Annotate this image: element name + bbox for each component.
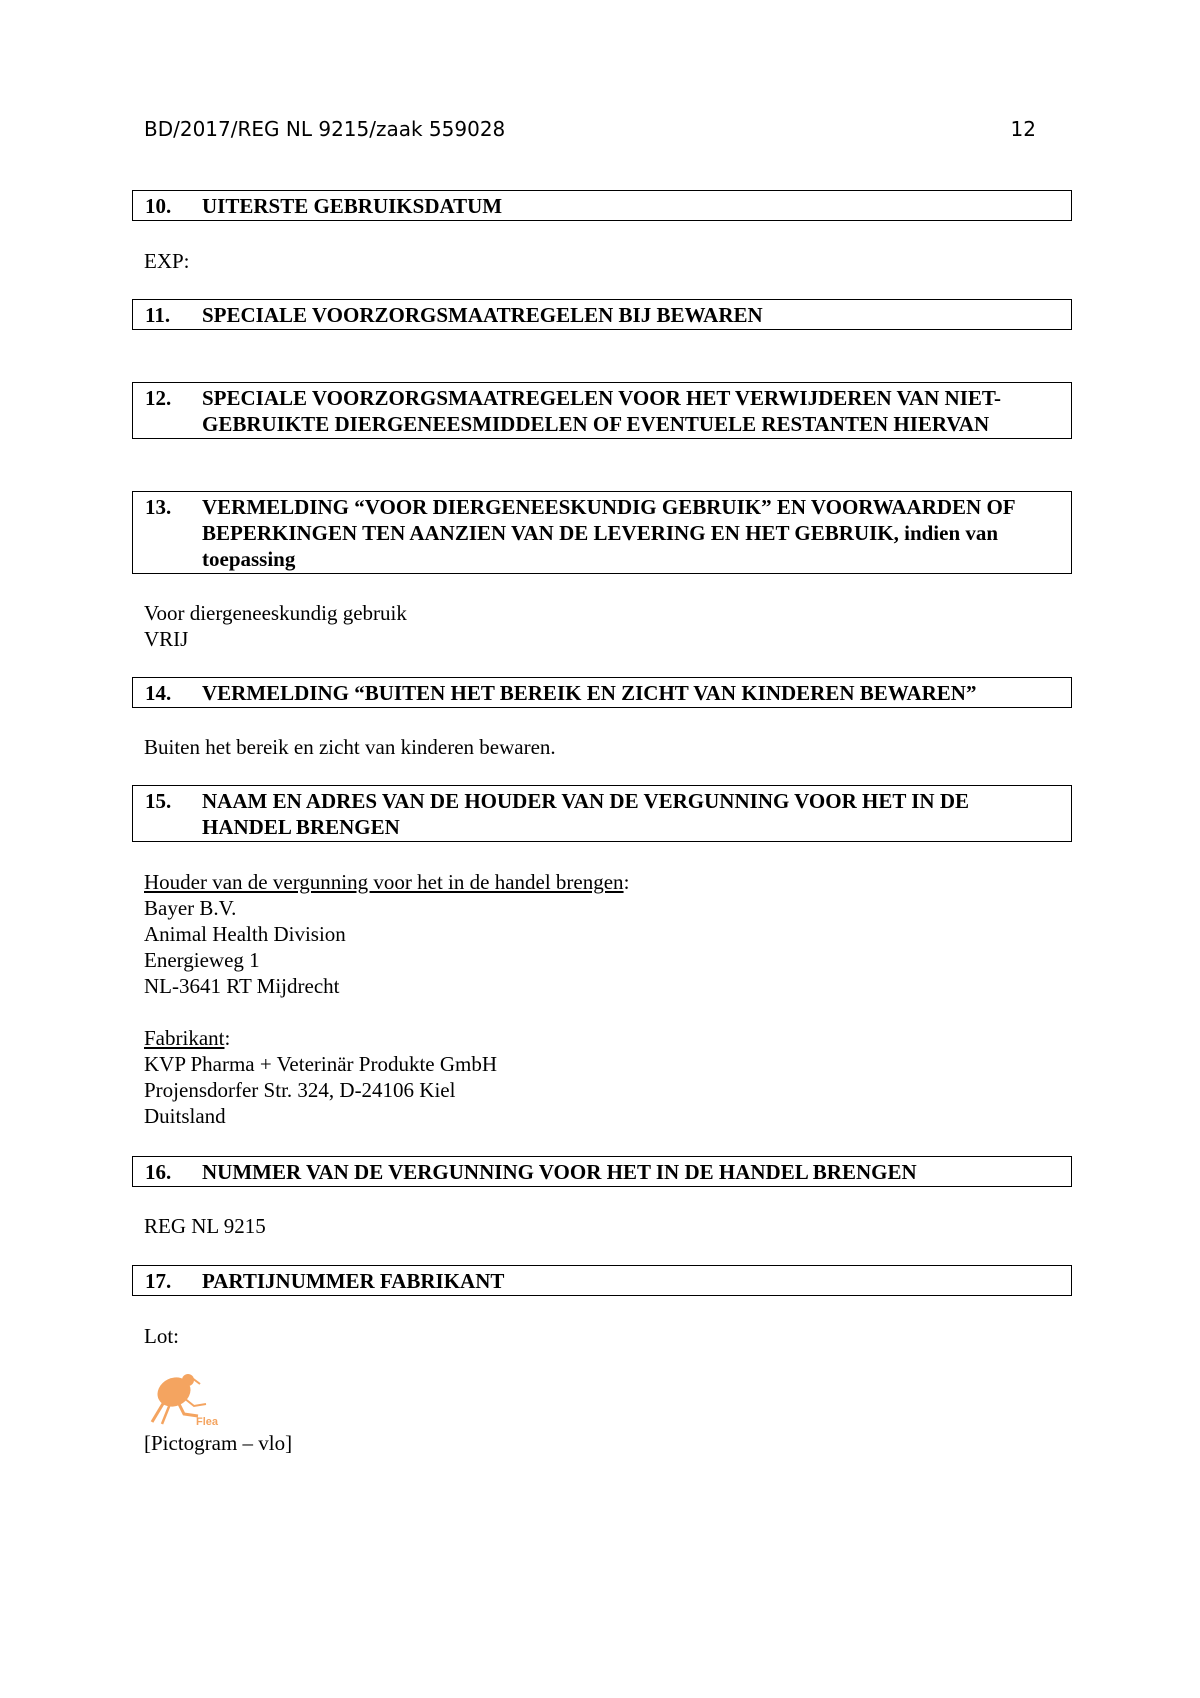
section-title: PARTIJNUMMER FABRIKANT	[202, 1269, 505, 1293]
section-title: UITERSTE GEBRUIKSDATUM	[202, 194, 503, 218]
section-title: VERMELDING “VOOR DIERGENEESKUNDIG GEBRUIK” EN VOORWAARDEN OF BEPERKINGEN TEN AANZIEN VAN DE LEVERING EN HET GEBRUIK, indien van toepassing	[202, 495, 1015, 571]
manufacturer-line: Duitsland	[144, 1104, 226, 1128]
section-title: SPECIALE VOORZORGSMAATREGELEN VOOR HET VERWIJDEREN VAN NIET-GEBRUIKTE DIERGENEESMIDDELEN OF EVENTUELE RESTANTEN HIERVAN	[202, 386, 1001, 436]
section-10-heading	[132, 190, 1072, 221]
use-line: Voor diergeneeskundig gebruik	[144, 601, 407, 625]
section-15-heading	[132, 785, 1072, 842]
holder-label: Houder van de vergunning voor het in de handel brengen	[144, 870, 624, 894]
holder-line: Energieweg 1	[144, 948, 260, 972]
use-text	[144, 600, 407, 652]
section-number: 15.	[145, 789, 172, 813]
section-number: 10.	[145, 194, 172, 218]
section-number: 14.	[145, 681, 172, 705]
page-number: 12	[1010, 117, 1036, 141]
reg-number-text: REG NL 9215	[144, 1214, 266, 1238]
section-number: 11.	[145, 303, 171, 327]
exp-text: EXP:	[144, 249, 190, 273]
lot-text: Lot:	[144, 1324, 179, 1348]
section-14-heading	[132, 677, 1072, 708]
holder-line: Animal Health Division	[144, 922, 346, 946]
section-title: SPECIALE VOORZORGSMAATREGELEN BIJ BEWAREN	[202, 303, 763, 327]
section-number: 12.	[145, 386, 172, 410]
section-number: 13.	[145, 495, 172, 519]
document-reference: BD/2017/REG NL 9215/zaak 559028	[144, 117, 506, 141]
section-12-heading	[132, 382, 1072, 439]
manufacturer-line: Projensdorfer Str. 324, D-24106 Kiel	[144, 1078, 456, 1102]
holder-line: Bayer B.V.	[144, 896, 237, 920]
section-number: 17.	[145, 1269, 172, 1293]
manufacturer-line: KVP Pharma + Veterinär Produkte GmbH	[144, 1052, 498, 1076]
section-11-heading	[132, 299, 1072, 330]
section-16-heading	[132, 1156, 1072, 1187]
holder-block: Houder van de vergunning voor het in de handel brengen: Bayer B.V. Animal Health Division Energieweg 1 NL-3641 RT Mijdrecht	[144, 870, 630, 998]
section-number: 16.	[145, 1160, 172, 1184]
section-title: NAAM EN ADRES VAN DE HOUDER VAN DE VERGUNNING VOOR HET IN DE HANDEL BRENGEN	[202, 789, 969, 839]
section-title: VERMELDING “BUITEN HET BEREIK EN ZICHT VAN KINDEREN BEWAREN”	[202, 681, 977, 705]
manufacturer-label: Fabrikant	[144, 1026, 225, 1050]
use-line: VRIJ	[144, 627, 189, 651]
section-17-heading	[132, 1265, 1072, 1296]
children-text: Buiten het bereik en zicht van kinderen bewaren.	[144, 735, 556, 759]
pictogram-caption: [Pictogram – vlo]	[144, 1431, 293, 1455]
section-13-heading	[132, 491, 1072, 574]
flea-icon-label: Flea	[196, 1416, 219, 1428]
flea-icon	[144, 1370, 234, 1428]
page-header	[144, 116, 1036, 142]
section-title: NUMMER VAN DE VERGUNNING VOOR HET IN DE HANDEL BRENGEN	[202, 1160, 917, 1184]
holder-line: NL-3641 RT Mijdrecht	[144, 974, 340, 998]
manufacturer-block: Fabrikant: KVP Pharma + Veterinär Produkte GmbH Projensdorfer Str. 324, D-24106 Kiel Duitsland	[144, 1026, 498, 1128]
